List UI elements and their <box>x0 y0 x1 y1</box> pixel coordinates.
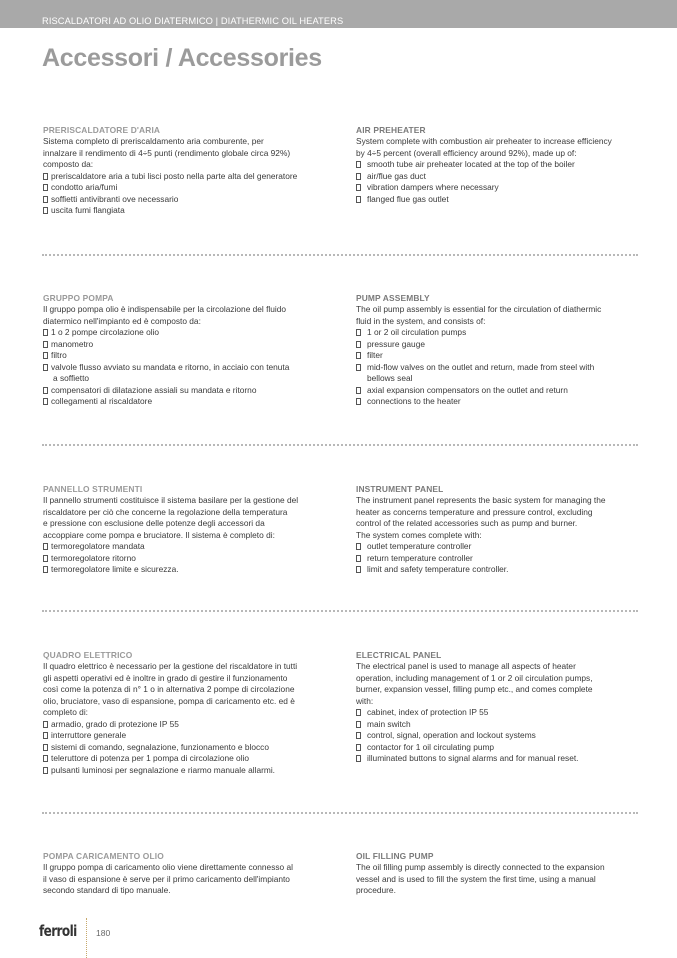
bullet-box-icon <box>43 767 48 774</box>
list-item <box>356 159 640 170</box>
list-item-text <box>367 339 425 350</box>
section-heading: PANNELLO STRUMENTI <box>43 484 143 494</box>
list-item-line: preriscaldatore aria a tubi lisci posto nella parte alta del generatore <box>51 170 298 181</box>
list-item-line: compensatori di dilatazione assiali su mandata e ritorno <box>51 384 257 395</box>
list-item-text <box>51 730 126 741</box>
list-item-line: soffietti antivibranti ove necessario <box>51 193 179 204</box>
list-item <box>356 719 640 730</box>
section-heading: ELECTRICAL PANEL <box>356 650 442 660</box>
list-item-line: contactor for 1 oil circulating pump <box>367 741 495 752</box>
list-item-text <box>51 541 145 552</box>
list-item <box>43 396 333 407</box>
body-text-line: The system comes complete with: <box>356 529 482 540</box>
body-text-line: Il gruppo pompa di caricamento olio viene direttamente connesso al <box>43 862 293 873</box>
body-text-line: fluid in the system, and consists of: <box>356 315 486 326</box>
list-item <box>356 753 640 764</box>
section-heading: POMPA CARICAMENTO OLIO <box>43 851 164 861</box>
list-item-text <box>367 350 383 361</box>
bullet-box-icon <box>356 566 361 573</box>
list-item-text <box>367 159 575 170</box>
body-text-line: e pressione con esclusione delle potenze degli accessori da <box>43 518 265 529</box>
list-item <box>356 564 640 575</box>
list-item-line: sistemi di comando, segnalazione, funzionamento e blocco <box>51 741 269 752</box>
body-text-line: secondo standard di tipo manuale. <box>43 885 171 896</box>
bullet-box-icon <box>43 543 48 550</box>
list-item <box>43 719 333 730</box>
body-text-line: heater as concerns temperature and pressure control, excluding <box>356 506 593 517</box>
list-item <box>356 730 640 741</box>
bullet-box-icon <box>43 207 48 214</box>
italian-column <box>43 650 333 776</box>
list-item-line: termoregolatore ritorno <box>51 552 136 563</box>
list-item-line: axial expansion compensators on the outlet and return <box>367 384 568 395</box>
bullet-box-icon <box>43 196 48 203</box>
list-item-line: 1 o 2 pompe circolazione olio <box>51 327 160 338</box>
section-heading: PRERISCALDATORE D'ARIA <box>43 125 161 135</box>
list-item-line: outlet temperature controller <box>367 541 472 552</box>
list-item-line: a soffietto <box>53 373 90 384</box>
bullet-box-icon <box>43 173 48 180</box>
body-text-line: composto da: <box>43 159 94 170</box>
list-item-line: valvole flusso avviato su mandata e ritorno, in acciaio con tenuta <box>51 361 290 372</box>
list-item <box>43 362 333 385</box>
body-text-line: il vaso di espansione è serve per il primo caricamento dell'impianto <box>43 873 290 884</box>
list-item <box>356 396 640 407</box>
body-text-line: Il gruppo pompa olio è indispensabile per la circolazione del fluido <box>43 304 287 315</box>
list-item-line: filter <box>367 350 383 361</box>
body-text-line: così come la potenza di n° 1 o in alternativa 2 pompe di circolazione <box>43 684 295 695</box>
body-text-line: The oil filling pump assembly is directly connected to the expansion <box>356 862 605 873</box>
list-item-text <box>51 719 179 730</box>
english-column <box>356 650 640 765</box>
section-heading: QUADRO ELETTRICO <box>43 650 133 660</box>
body-text-line: riscaldatore per ciò che concerne la regolazione della temperatura <box>43 506 288 517</box>
list-item-line: smooth tube air preheater located at the top of the boiler <box>367 159 575 170</box>
body-text-line: System complete with combustion air preheater to increase efficiency <box>356 136 612 147</box>
list-item-line: interruttore generale <box>51 730 127 741</box>
body-text-line: olio, bruciatore, vaso di espansione, pompa di caricamento etc. ed è <box>43 695 295 706</box>
bullet-box-icon <box>43 364 48 371</box>
list-item-text <box>367 362 594 385</box>
list-item-text <box>367 171 426 182</box>
list-item <box>43 765 333 776</box>
list-item <box>356 194 640 205</box>
page-title: Accessori / Accessories <box>42 44 322 72</box>
list-item-text <box>51 205 125 216</box>
section-heading: INSTRUMENT PANEL <box>356 484 444 494</box>
bullet-box-icon <box>43 398 48 405</box>
list-item-line: illuminated buttons to signal alarms and for manual reset. <box>367 753 579 764</box>
body-text-line: Il pannello strumenti costituisce il sistema basilare per la gestione del <box>43 495 299 506</box>
bullet-box-icon <box>356 173 361 180</box>
bullet-box-icon <box>356 161 361 168</box>
italian-column <box>43 293 333 408</box>
bullet-box-icon <box>356 755 361 762</box>
page-number: 180 <box>96 928 111 938</box>
bullet-box-icon <box>43 329 48 336</box>
list-item-line: limit and safety temperature controller. <box>367 564 509 575</box>
list-item-text <box>367 742 494 753</box>
list-item <box>43 753 333 764</box>
list-item <box>356 742 640 753</box>
list-item <box>356 362 640 385</box>
section-divider <box>42 812 638 814</box>
bullet-box-icon <box>356 364 361 371</box>
section-divider <box>42 444 638 446</box>
body-text-line: operation, including management of 1 or 2 oil circulation pumps, <box>356 672 593 683</box>
list-item-text <box>51 765 275 776</box>
bullet-box-icon <box>356 184 361 191</box>
bullet-box-icon <box>43 744 48 751</box>
list-item <box>43 194 333 205</box>
bullet-box-icon <box>43 352 48 359</box>
list-item-line: vibration dampers where necessary <box>367 182 499 193</box>
list-item-text <box>367 182 499 193</box>
bullet-box-icon <box>356 721 361 728</box>
english-column <box>356 851 640 897</box>
list-item-line: termoregolatore limite e sicurezza. <box>51 564 179 575</box>
list-item-text <box>367 753 579 764</box>
english-column <box>356 293 640 408</box>
section-heading: AIR PREHEATER <box>356 125 426 135</box>
list-item-text <box>367 194 449 205</box>
list-item-text <box>51 385 256 396</box>
list-item-text <box>51 182 117 193</box>
running-header-text: RISCALDATORI AD OLIO DIATERMICO | DIATHERMIC OIL HEATERS <box>42 16 344 26</box>
list-item-text <box>51 350 67 361</box>
bullet-box-icon <box>43 566 48 573</box>
list-item-text <box>51 742 269 753</box>
list-item-line: filtro <box>51 350 67 361</box>
list-item-text <box>51 362 289 385</box>
bullet-box-icon <box>356 732 361 739</box>
list-item-text <box>51 396 152 407</box>
list-item-text <box>51 553 136 564</box>
list-item-text <box>367 719 411 730</box>
body-text-line: completo di: <box>43 707 88 718</box>
running-header-bar <box>0 0 677 28</box>
list-item-line: air/flue gas duct <box>367 170 426 181</box>
list-item <box>43 564 333 575</box>
section-divider <box>42 610 638 612</box>
list-item-line: control, signal, operation and lockout systems <box>367 730 536 741</box>
list-item-line: collegamenti al riscaldatore <box>51 396 153 407</box>
english-column <box>356 125 640 205</box>
italian-column <box>43 851 333 897</box>
list-item-text <box>367 564 508 575</box>
list-item <box>43 541 333 552</box>
body-text-line: The instrument panel represents the basic system for managing the <box>356 495 606 506</box>
body-text-line: vessel and is used to fill the system the first time, using a manual <box>356 873 596 884</box>
list-item-line: flanged flue gas outlet <box>367 193 449 204</box>
bullet-box-icon <box>356 341 361 348</box>
list-item <box>356 171 640 182</box>
list-item <box>356 339 640 350</box>
list-item <box>43 182 333 193</box>
list-item-line: 1 or 2 oil circulation pumps <box>367 327 467 338</box>
list-item-line: mid-flow valves on the outlet and return, made from steel with <box>367 361 595 372</box>
list-item-text <box>51 339 93 350</box>
list-item <box>43 171 333 182</box>
english-column <box>356 484 640 576</box>
body-text-line: diatermico nell'impianto ed è composto da: <box>43 315 201 326</box>
list-item <box>356 350 640 361</box>
body-text-line: gli aspetti operativi ed è inoltre in grado di gestire il funzionamento <box>43 672 288 683</box>
ferroli-logo <box>39 922 83 944</box>
section-heading: GRUPPO POMPA <box>43 293 114 303</box>
list-item <box>43 742 333 753</box>
body-text-line: innalzare il rendimento di 4÷5 punti (rendimento globale circa 92%) <box>43 147 291 158</box>
list-item-line: pulsanti luminosi per segnalazione e riarmo manuale allarmi. <box>51 764 276 775</box>
body-text-line: procedure. <box>356 885 396 896</box>
italian-column <box>43 484 333 576</box>
body-text-line: burner, expansion vessel, filling pump etc., and comes complete <box>356 684 593 695</box>
section-heading: PUMP ASSEMBLY <box>356 293 430 303</box>
list-item-text <box>51 753 249 764</box>
body-text-line: Sistema completo di preriscaldamento aria comburente, per <box>43 136 264 147</box>
list-item-text <box>367 730 536 741</box>
section-heading: OIL FILLING PUMP <box>356 851 434 861</box>
list-item-text <box>367 541 471 552</box>
list-item <box>43 350 333 361</box>
list-item <box>43 553 333 564</box>
list-item-text <box>367 553 473 564</box>
list-item <box>43 205 333 216</box>
list-item-text <box>51 194 178 205</box>
list-item-line: pressure gauge <box>367 338 425 349</box>
italian-column <box>43 125 333 217</box>
body-text-line: accoppiare come pompa e bruciatore. Il sistema è completo di: <box>43 529 275 540</box>
list-item <box>356 553 640 564</box>
bullet-box-icon <box>356 196 361 203</box>
bullet-box-icon <box>356 387 361 394</box>
bullet-box-icon <box>43 721 48 728</box>
bullet-box-icon <box>43 387 48 394</box>
list-item-text <box>367 396 461 407</box>
bullet-box-icon <box>356 329 361 336</box>
footer-divider <box>86 918 87 958</box>
body-text-line: with: <box>356 695 374 706</box>
list-item-text <box>51 327 159 338</box>
bullet-box-icon <box>356 398 361 405</box>
list-item-line: manometro <box>51 338 94 349</box>
brand-wordmark: ferroli <box>39 922 77 940</box>
section-divider <box>42 254 638 256</box>
bullet-box-icon <box>356 744 361 751</box>
bullet-box-icon <box>43 184 48 191</box>
list-item <box>356 541 640 552</box>
list-item-line: connections to the heater <box>367 396 461 407</box>
bullet-box-icon <box>356 543 361 550</box>
list-item-line: teleruttore di potenza per 1 pompa di circolazione olio <box>51 753 250 764</box>
body-text-line: control of the related accessories such as pump and burner. <box>356 518 578 529</box>
bullet-box-icon <box>356 709 361 716</box>
list-item-line: main switch <box>367 718 411 729</box>
body-text-line: The electrical panel is used to manage all aspects of heater <box>356 661 576 672</box>
bullet-box-icon <box>43 732 48 739</box>
list-item-text <box>51 564 179 575</box>
list-item <box>356 707 640 718</box>
body-text-line: The oil pump assembly is essential for the circulation of diathermic <box>356 304 602 315</box>
bullet-box-icon <box>43 341 48 348</box>
list-item-text <box>51 171 297 182</box>
list-item <box>43 327 333 338</box>
list-item <box>43 385 333 396</box>
list-item-line: armadio, grado di protezione IP 55 <box>51 718 179 729</box>
list-item <box>356 327 640 338</box>
list-item <box>356 385 640 396</box>
list-item <box>356 182 640 193</box>
list-item-line: condotto aria/fumi <box>51 182 118 193</box>
body-text-line: Il quadro elettrico è necessario per la gestione del riscaldatore in tutti <box>43 661 298 672</box>
list-item-line: bellows seal <box>367 373 413 384</box>
list-item-line: return temperature controller <box>367 552 473 563</box>
list-item-line: uscita fumi flangiata <box>51 205 125 216</box>
list-item <box>43 339 333 350</box>
bullet-box-icon <box>356 352 361 359</box>
body-text-line: by 4÷5 percent (overall efficiency around 92%), made up of: <box>356 147 577 158</box>
bullet-box-icon <box>356 555 361 562</box>
list-item-line: cabinet, index of protection IP 55 <box>367 707 489 718</box>
list-item-line: termoregolatore mandata <box>51 541 145 552</box>
list-item-text <box>367 385 568 396</box>
list-item <box>43 730 333 741</box>
list-item-text <box>367 327 466 338</box>
bullet-box-icon <box>43 755 48 762</box>
bullet-box-icon <box>43 555 48 562</box>
list-item-text <box>367 707 488 718</box>
